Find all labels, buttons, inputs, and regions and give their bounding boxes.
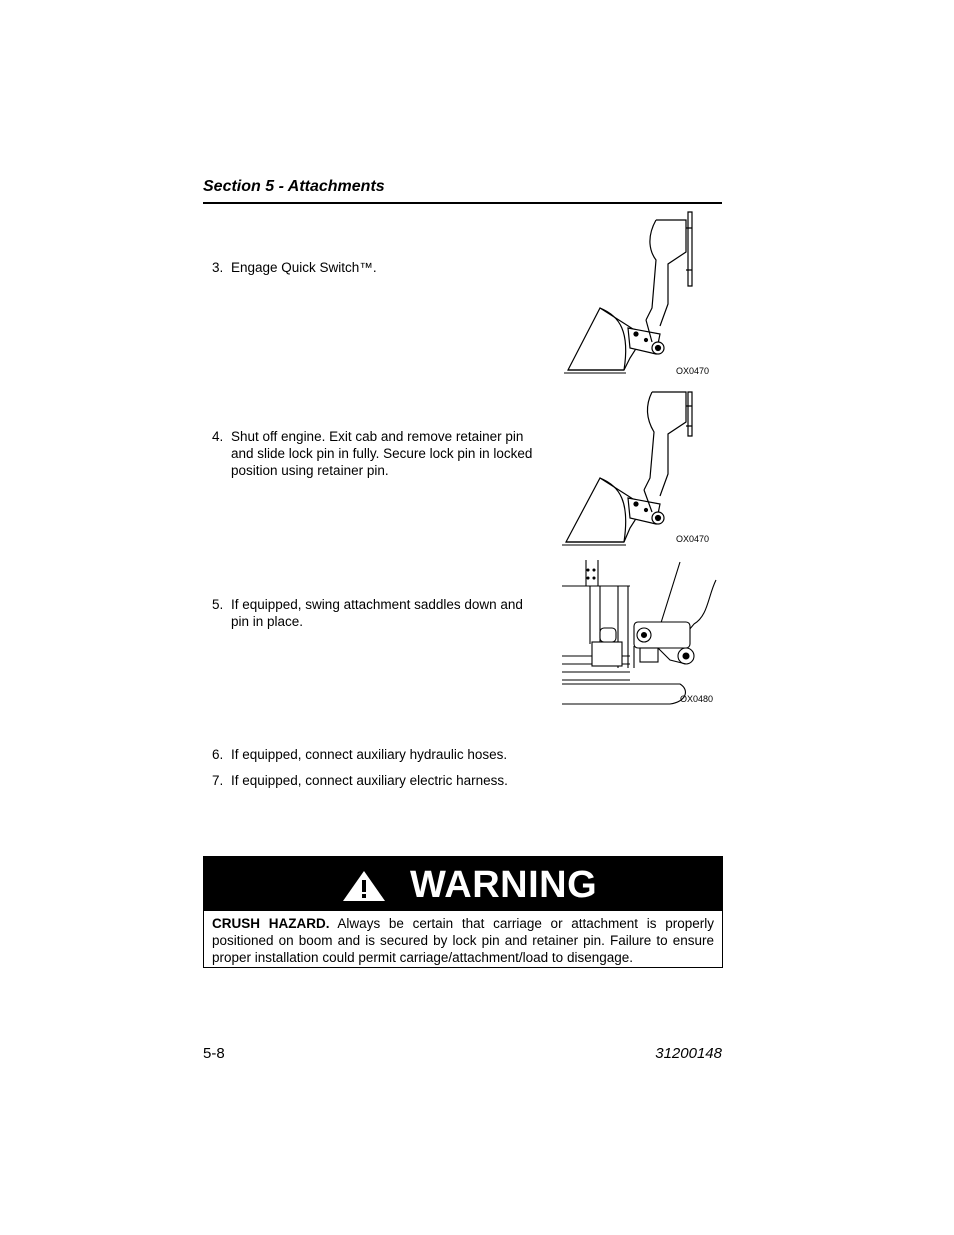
page-number: 5-8 bbox=[203, 1045, 225, 1062]
warning-body-text: Always be certain that carriage or attachment is properly positioned on boom and is secured by lock pin and retainer pin. Failure to ensure proper installation could permit carriage/attachment/load to disengage. bbox=[212, 916, 715, 965]
figure-label: OX0480 bbox=[680, 694, 714, 704]
step-number: 3. bbox=[212, 260, 224, 275]
step-number: 4. bbox=[212, 429, 224, 444]
document-number: 31200148 bbox=[655, 1045, 722, 1062]
figure-label: OX0470 bbox=[676, 366, 710, 376]
warning-lead: CRUSH HAZARD. bbox=[212, 916, 330, 931]
warning-header bbox=[204, 857, 722, 911]
step-number: 7. bbox=[212, 773, 224, 788]
step-number: 5. bbox=[212, 597, 224, 612]
warning-triangle-icon bbox=[341, 869, 387, 908]
section-title: Section 5 - Attachments bbox=[203, 178, 385, 195]
carriage-saddle-figure bbox=[560, 556, 720, 708]
step-text: Engage Quick Switch™. bbox=[231, 260, 377, 275]
section-header bbox=[203, 176, 722, 204]
step-text: If equipped, connect auxiliary hydraulic hoses. bbox=[231, 747, 508, 762]
warning-box bbox=[203, 856, 723, 968]
warning-text bbox=[204, 911, 722, 966]
bucket-quick-switch-figure-1 bbox=[560, 208, 720, 378]
warning-title: WARNING bbox=[410, 864, 598, 906]
step-text: Shut off engine. Exit cab and remove retainer pin and slide lock pin in fully. Secure lock pin in locked position using retainer pin. bbox=[231, 429, 533, 478]
bucket-quick-switch-figure-2 bbox=[560, 378, 720, 546]
step-text: If equipped, connect auxiliary electric harness. bbox=[231, 773, 508, 788]
figure-label: OX0470 bbox=[676, 534, 710, 544]
step-text: If equipped, swing attachment saddles down and pin in place. bbox=[231, 597, 523, 629]
step-number: 6. bbox=[212, 747, 224, 762]
